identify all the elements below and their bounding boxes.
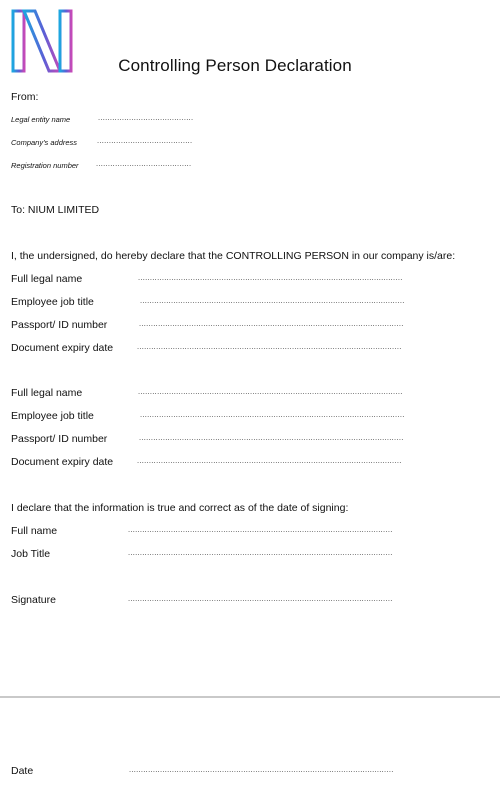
person1-job-title-field[interactable]: ............................................................................................................... (140, 296, 405, 305)
confirmation-intro: I declare that the information is true and correct as of the date of signing: (11, 502, 349, 514)
registration-number-field[interactable]: ........................................ (96, 159, 192, 168)
person1-passport-id-field[interactable]: ............................................................................................................... (139, 319, 404, 328)
page-divider (0, 696, 500, 698)
signer-full-name-field[interactable]: ............................................................................................................... (128, 525, 393, 534)
declaration-intro: I, the undersigned, do hereby declare that the CONTROLLING PERSON in our company is/are: (11, 250, 456, 262)
signature-field[interactable]: ............................................................................................................... (128, 594, 393, 603)
company-address-label: Company's address (11, 138, 78, 147)
person2-full-legal-name-field[interactable]: ............................................................................................................... (138, 387, 403, 396)
person2-passport-id-field[interactable]: ............................................................................................................... (139, 433, 404, 442)
person2-passport-id-label: Passport/ ID number (11, 433, 108, 445)
date-label: Date (11, 765, 34, 777)
legal-entity-name-field[interactable]: ........................................ (98, 113, 194, 122)
legal-entity-name-label: Legal entity name (11, 115, 71, 124)
person1-full-legal-name-label: Full legal name (11, 273, 83, 285)
signature-label: Signature (11, 594, 56, 606)
from-label: From: (11, 91, 39, 103)
signer-full-name-label: Full name (11, 525, 58, 537)
person2-document-expiry-label: Document expiry date (11, 456, 114, 468)
person1-passport-id-label: Passport/ ID number (11, 319, 108, 331)
signer-job-title-label: Job Title (11, 548, 51, 560)
person1-full-legal-name-field[interactable]: ............................................................................................................... (138, 273, 403, 282)
person1-document-expiry-label: Document expiry date (11, 342, 114, 354)
person1-document-expiry-field[interactable]: ............................................................................................................... (137, 342, 402, 351)
company-address-field[interactable]: ........................................ (97, 136, 193, 145)
signer-job-title-field[interactable]: ............................................................................................................... (128, 548, 393, 557)
recipient-line: To: NIUM LIMITED (11, 204, 100, 216)
date-field[interactable]: ............................................................................................................... (129, 765, 394, 774)
person2-document-expiry-field[interactable]: ............................................................................................................... (137, 456, 402, 465)
person2-full-legal-name-label: Full legal name (11, 387, 83, 399)
person2-job-title-field[interactable]: ............................................................................................................... (140, 410, 405, 419)
person1-job-title-label: Employee job title (11, 296, 94, 308)
person2-job-title-label: Employee job title (11, 410, 94, 422)
page-title: Controlling Person Declaration (118, 56, 352, 75)
registration-number-label: Registration number (11, 161, 79, 170)
